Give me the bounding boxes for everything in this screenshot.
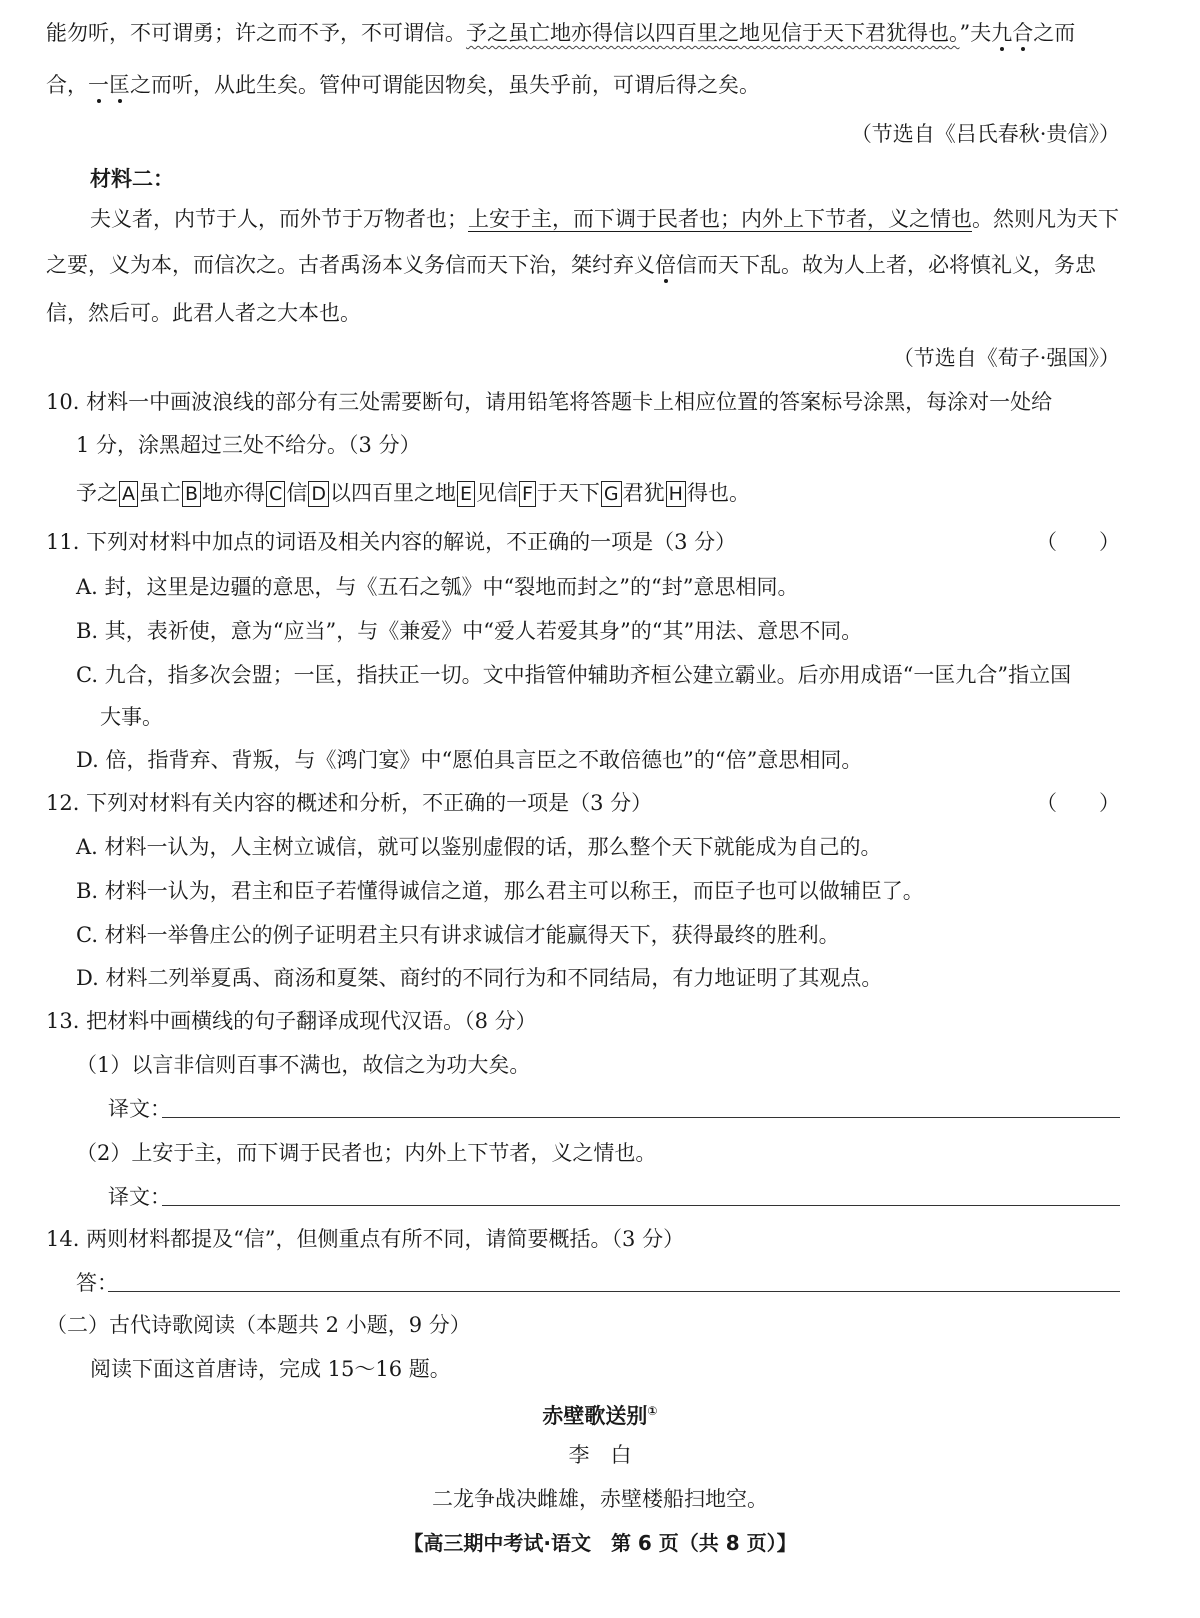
poem-line-1: 二龙争战决雌雄，赤壁楼船扫地空。 [432,1487,768,1511]
wavy-underlined-text: 予之虽亡地亦得信以四百里之地见信于天下君犹得也。 [466,21,960,45]
segment: 得也。 [686,481,750,505]
q11-option-a: A. 封，这里是边疆的意思，与《五石之瓠》中“裂地而封之”的“封”意思相同。 [76,575,799,599]
q10-sentence [76,478,750,508]
segment: 地亦得 [202,481,266,505]
material-one-line-1 [46,18,1075,48]
text-span: 之要，义为本，而信次之。古者禹汤本义务信而天下治，桀纣弃义 [46,253,655,277]
q12-option-d: D. 材料二列举夏禹、商汤和夏桀、商纣的不同行为和不同结局，有力地证明了其观点。 [76,966,883,990]
segment: 君犹 [622,481,665,505]
break-option-box[interactable]: B [182,481,201,507]
q14-answer-label: 答： [76,1271,118,1295]
poem-title [0,1396,1200,1431]
break-option-box[interactable]: C [266,481,285,507]
page-footer: 【高三期中考试·语文 第 6 页（共 8 页）】 [403,1531,797,1555]
q11-option-b: B. 其，表祈使，意为“应当”，与《兼爱》中“爱人若爱其身”的“其”用法、意思不同。 [76,619,863,643]
dotted-char: 九 [991,21,1013,45]
q14-answer-line[interactable] [108,1291,1120,1292]
q13-translation-label-2: 译文： [108,1185,171,1209]
q14-stem: 14. 两则材料都提及“信”，但侧重点有所不同，请简要概括。（3 分） [46,1227,685,1251]
text-span: 能勿听，不可谓勇；许之而不予，不可谓信。 [46,21,466,45]
segment: 信 [286,481,308,505]
poetry-instruction: 阅读下面这首唐诗，完成 15～16 题。 [90,1357,451,1381]
material-two-line-3: 信，然后可。此君人者之大本也。 [46,301,361,325]
dotted-char: 一 [88,73,109,97]
break-option-box[interactable]: E [457,481,475,507]
poem-author: 李 白 [568,1443,632,1467]
q11-option-c-line-2: 大事。 [100,705,163,729]
segment: 予之 [76,481,118,505]
q11-answer-bracket[interactable]: （ ） [1036,530,1120,554]
material-two-line-1 [90,204,1119,234]
dotted-char: 合 [1012,21,1034,45]
dotted-char: 匡 [109,73,130,97]
q11-stem: 11. 下列对材料中加点的词语及相关内容的解说，不正确的一项是（3 分） [46,530,737,554]
segment: 以四百里之地 [329,481,456,505]
break-option-box[interactable]: G [601,481,622,507]
segment: 于天下 [536,481,600,505]
footnote-mark: ① [647,1404,658,1418]
q10-stem-line-2: 1 分，涂黑超过三处不给分。（3 分） [76,433,421,457]
dotted-char: 倍 [655,253,676,277]
text-span: 信而天下乱。故为人上者，必将慎礼义，务忠 [676,253,1096,277]
material-two-source: （节选自《荀子·强国》） [892,346,1120,370]
text-span: 之而听，从此生矣。管仲可谓能因物矣，虽失乎前，可谓后得之矣。 [130,73,760,97]
q12-option-c: C. 材料一举鲁庄公的例子证明君主只有讲求诚信才能赢得天下，获得最终的胜利。 [76,923,840,947]
poetry-section-heading: （二）古代诗歌阅读（本题共 2 小题，9 分） [46,1313,471,1337]
poem-title-text: 赤壁歌送别 [542,1404,648,1428]
segment: 虽亡 [139,481,181,505]
q12-option-a: A. 材料一认为，人主树立诚信，就可以鉴别虚假的话，那么整个天下就能成为自己的。 [76,835,882,859]
break-option-box[interactable]: A [119,481,138,507]
break-option-box[interactable]: H [666,481,686,507]
material-one-line-2 [46,70,760,100]
segment: 见信 [475,481,518,505]
q12-option-b: B. 材料一认为，君主和臣子若懂得诚信之道，那么君主可以称王，而臣子也可以做辅臣了。 [76,879,924,903]
material-two-line-2 [46,250,1096,280]
q13-stem: 13. 把材料中画横线的句子翻译成现代汉语。（8 分） [46,1009,537,1033]
material-two-heading: 材料二： [90,167,174,191]
text-span: 合， [46,73,88,97]
q12-stem: 12. 下列对材料有关内容的概述和分析，不正确的一项是（3 分） [46,791,653,815]
underlined-text: 上安于主，而下调于民者也；内外上下节者，义之情也 [468,207,972,231]
material-one-source: （节选自《吕氏春秋·贵信》） [850,122,1120,146]
q13-translation-label-1: 译文： [108,1097,171,1121]
q13-sentence-1: （1）以言非信则百事不满也，故信之为功大矣。 [76,1053,531,1077]
q10-stem-line-1: 10. 材料一中画波浪线的部分有三处需要断句，请用铅笔将答题卡上相应位置的答案标号涂黑，每涂对一处给 [46,390,1053,414]
text-span: 之而 [1033,21,1076,45]
q13-answer-line-2[interactable] [162,1205,1120,1206]
break-option-box[interactable]: D [308,481,329,507]
q12-answer-bracket[interactable]: （ ） [1036,791,1120,815]
text-span: 。然则凡为天下 [972,207,1119,231]
q13-answer-line-1[interactable] [162,1117,1120,1118]
q11-option-d: D. 倍，指背弃、背叛，与《鸿门宴》中“愿伯具言臣之不敢倍德也”的“倍”意思相同。 [76,748,863,772]
q11-option-c-line-1: C. 九合，指多次会盟；一匡，指扶正一切。文中指管仲辅助齐桓公建立霸业。后亦用成语“一匡九合”指立国 [76,663,1072,687]
break-option-box[interactable]: F [519,481,536,507]
q13-sentence-2: （2）上安于主，而下调于民者也；内外上下节者，义之情也。 [76,1141,657,1165]
text-span: 夫义者，内节于人，而外节于万物者也； [90,207,468,231]
text-span: ”夫 [959,21,992,45]
